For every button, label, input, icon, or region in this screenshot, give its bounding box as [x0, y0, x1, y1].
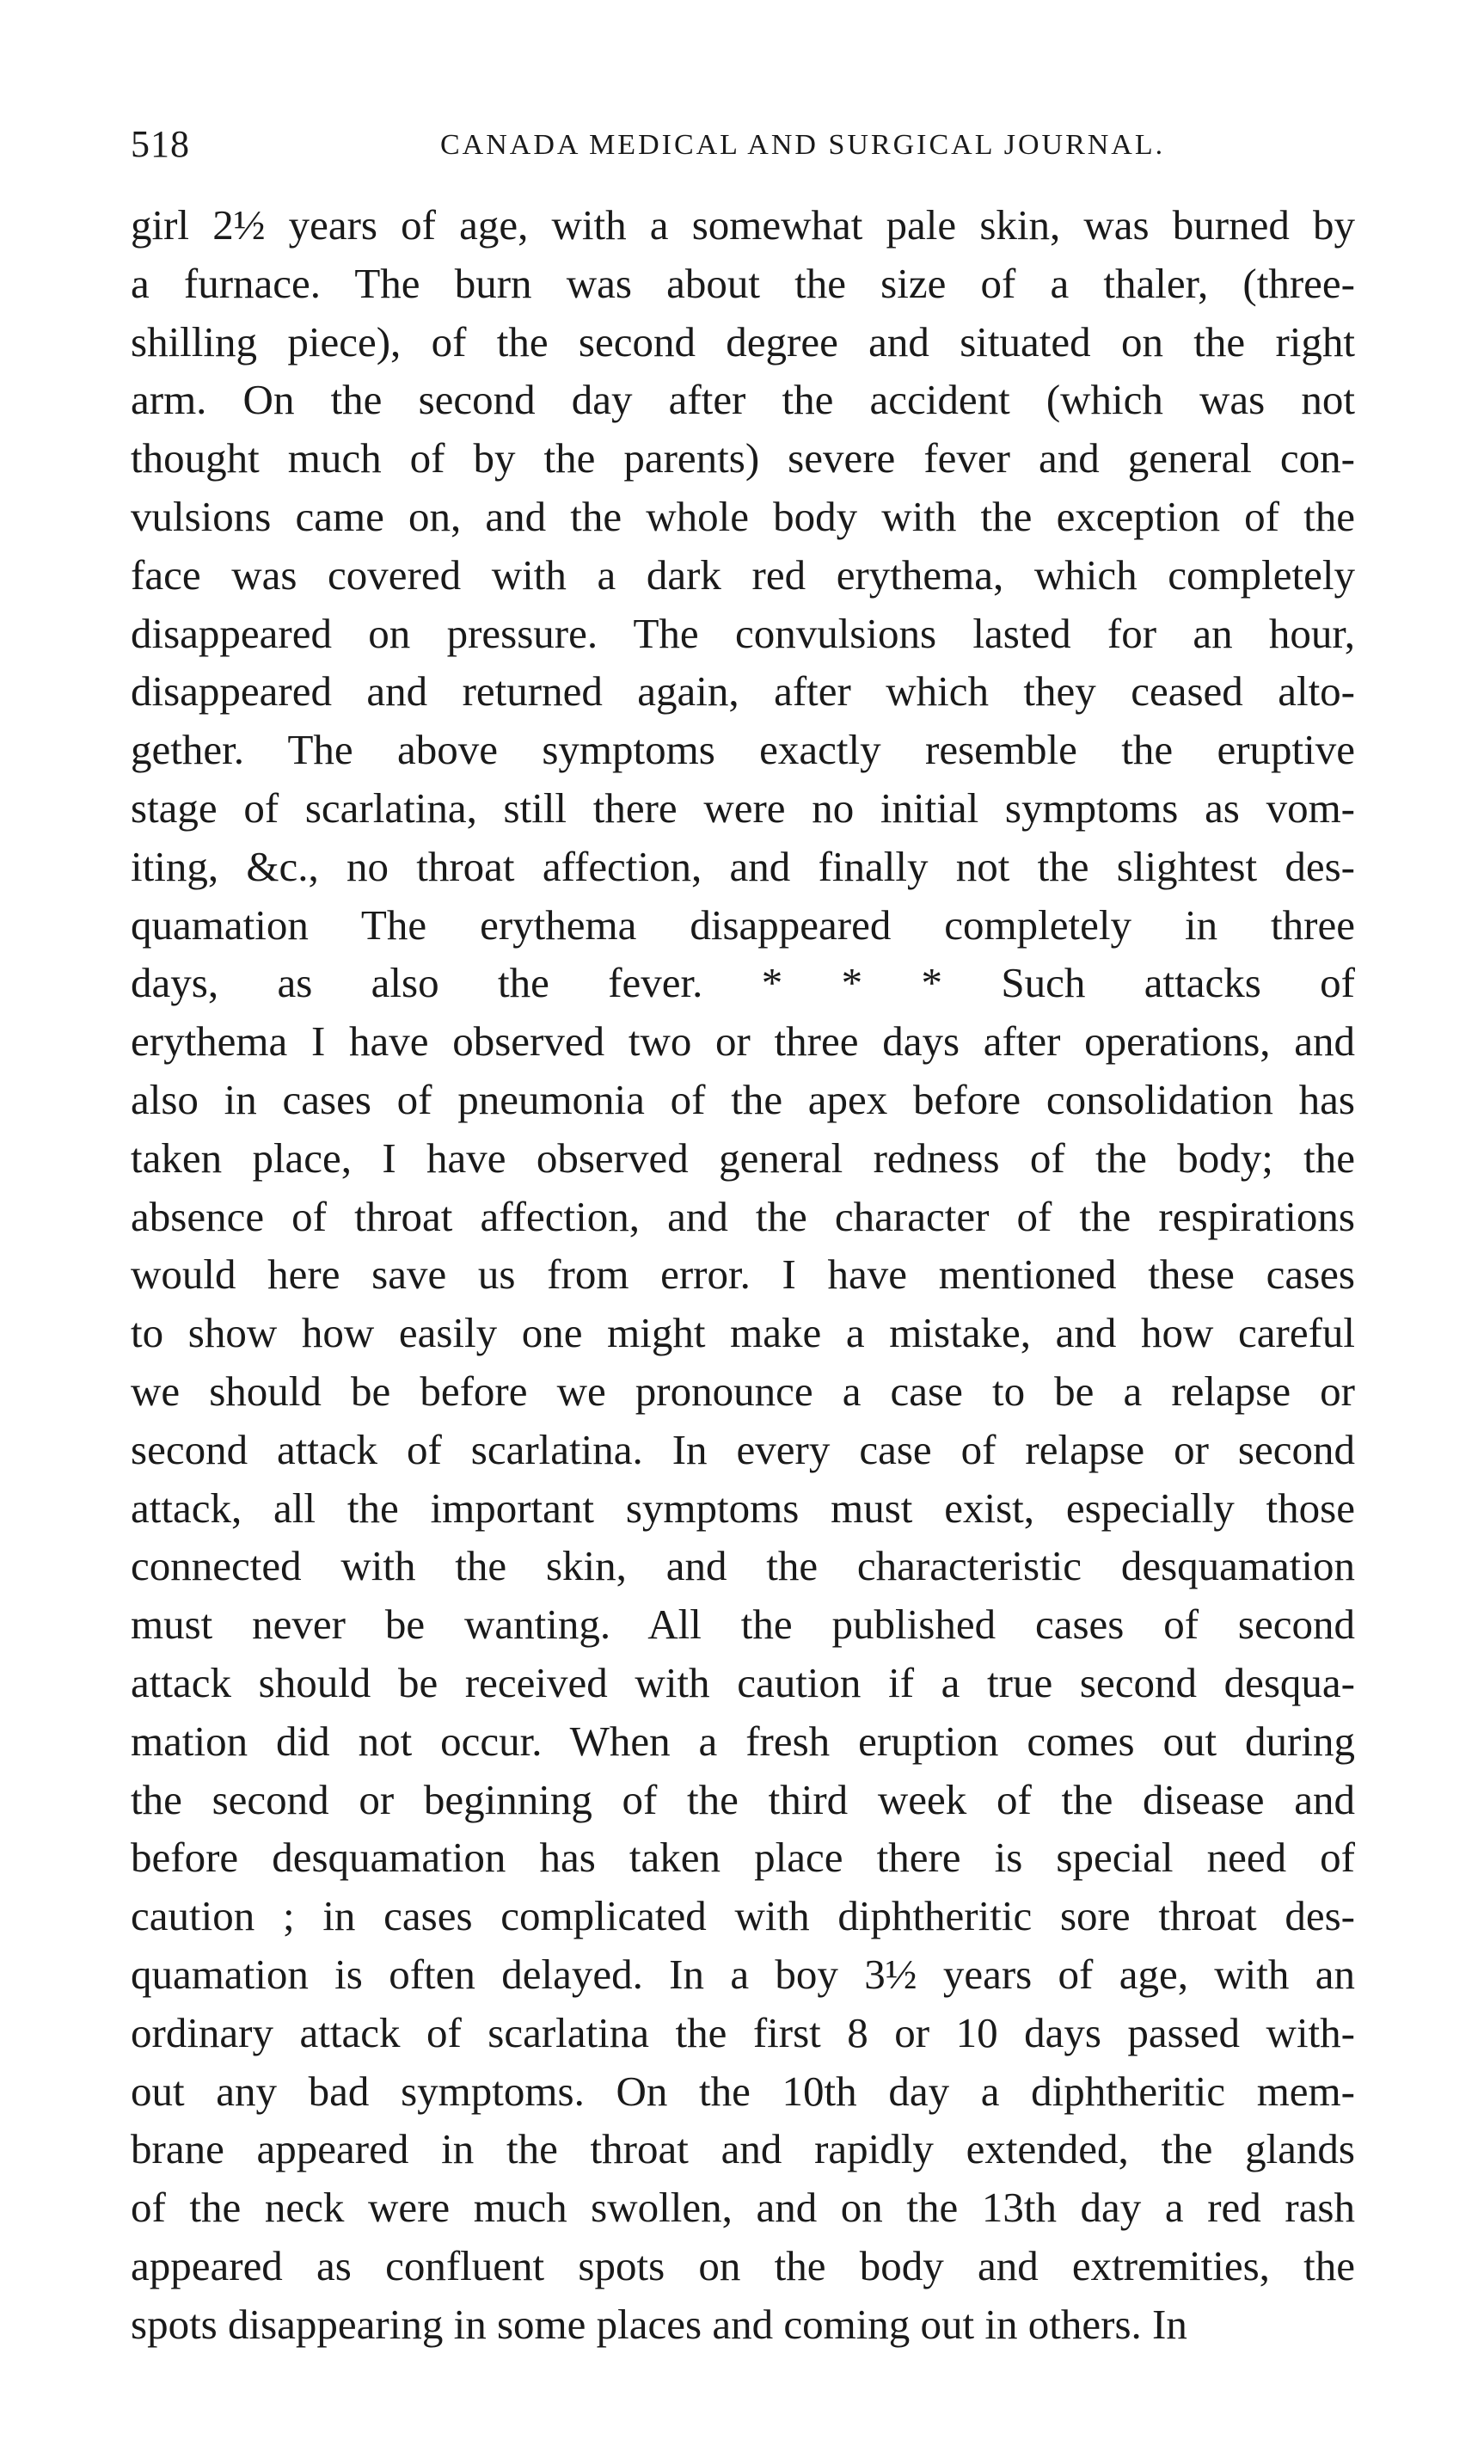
text-line: taken place, I have observed general redness of the body; the	[131, 1134, 1355, 1182]
text-line: erythema I have observed two or three days after operations, and	[131, 1017, 1355, 1066]
text-line: quamation is often delayed. In a boy 3½ years of age, with an	[131, 1950, 1355, 1998]
text-line: iting, &c., no throat affection, and finally not the slightest des-	[131, 842, 1355, 890]
text-line: second attack of scarlatina. In every case of relapse or second	[131, 1425, 1355, 1473]
text-line: mation did not occur. When a fresh eruption comes out during	[131, 1717, 1355, 1765]
text-line: would here save us from error. I have mentioned these cases	[131, 1250, 1355, 1299]
text-line: shilling piece), of the second degree and situated on the right	[131, 317, 1355, 366]
text-line: attack, all the important symptoms must exist, especially those	[131, 1484, 1355, 1532]
text-line: disappeared on pressure. The convulsions lasted for an hour,	[131, 609, 1355, 657]
text-line: appeared as confluent spots on the body and extremities, the	[131, 2241, 1355, 2289]
text-line: to show how easily one might make a mistake, and how careful	[131, 1309, 1355, 1357]
text-line: before desquamation has taken place there is special need of	[131, 1834, 1355, 1882]
page-number: 518	[131, 123, 190, 165]
body-text	[131, 196, 1355, 2353]
text-line: brane appeared in the throat and rapidly extended, the glands	[131, 2125, 1355, 2173]
text-line: days, as also the fever. * * * Such attacks of	[131, 959, 1355, 1007]
text-line: vulsions came on, and the whole body with the exception of the	[131, 492, 1355, 540]
text-line: also in cases of pneumonia of the apex before consolidation has	[131, 1075, 1355, 1123]
text-line: disappeared and returned again, after which they ceased alto-	[131, 667, 1355, 716]
text-line: a furnace. The burn was about the size of a thaler, (three-	[131, 259, 1355, 307]
text-line: quamation The erythema disappeared completely in three	[131, 900, 1355, 949]
text-line: connected with the skin, and the characteristic desquamation	[131, 1542, 1355, 1590]
text-line: thought much of by the parents) severe fever and general con-	[131, 434, 1355, 482]
text-line: we should be before we pronounce a case to be a relapse or	[131, 1367, 1355, 1415]
text-line: face was covered with a dark red erythema, which completely	[131, 550, 1355, 599]
text-line: caution ; in cases complicated with diphtheritic sore throat des-	[131, 1892, 1355, 1940]
running-head	[131, 119, 1352, 170]
text-line: ordinary attack of scarlatina the first 8 or 10 days passed with-	[131, 2008, 1355, 2056]
text-line: girl 2½ years of age, with a somewhat pale skin, was burned by	[131, 201, 1355, 249]
text-line: stage of scarlatina, still there were no initial symptoms as vom-	[131, 783, 1355, 832]
text-line: out any bad symptoms. On the 10th day a diphtheritic mem-	[131, 2067, 1355, 2115]
text-line: must never be wanting. All the published cases of second	[131, 1601, 1355, 1649]
journal-title: CANADA MEDICAL AND SURGICAL JOURNAL.	[440, 129, 1166, 161]
text-line: attack should be received with caution if a true second desqua-	[131, 1658, 1355, 1706]
text-line: of the neck were much swollen, and on the 13th day a red rash	[131, 2184, 1355, 2232]
text-line: absence of throat affection, and the character of the respirations	[131, 1192, 1355, 1240]
text-line: gether. The above symptoms exactly resemble the eruptive	[131, 726, 1355, 774]
text-line: the second or beginning of the third week of the disease and	[131, 1775, 1355, 1823]
text-line: arm. On the second day after the accident (which was not	[131, 376, 1355, 424]
text-line: spots disappearing in some places and coming out in others. In	[131, 2300, 1187, 2348]
